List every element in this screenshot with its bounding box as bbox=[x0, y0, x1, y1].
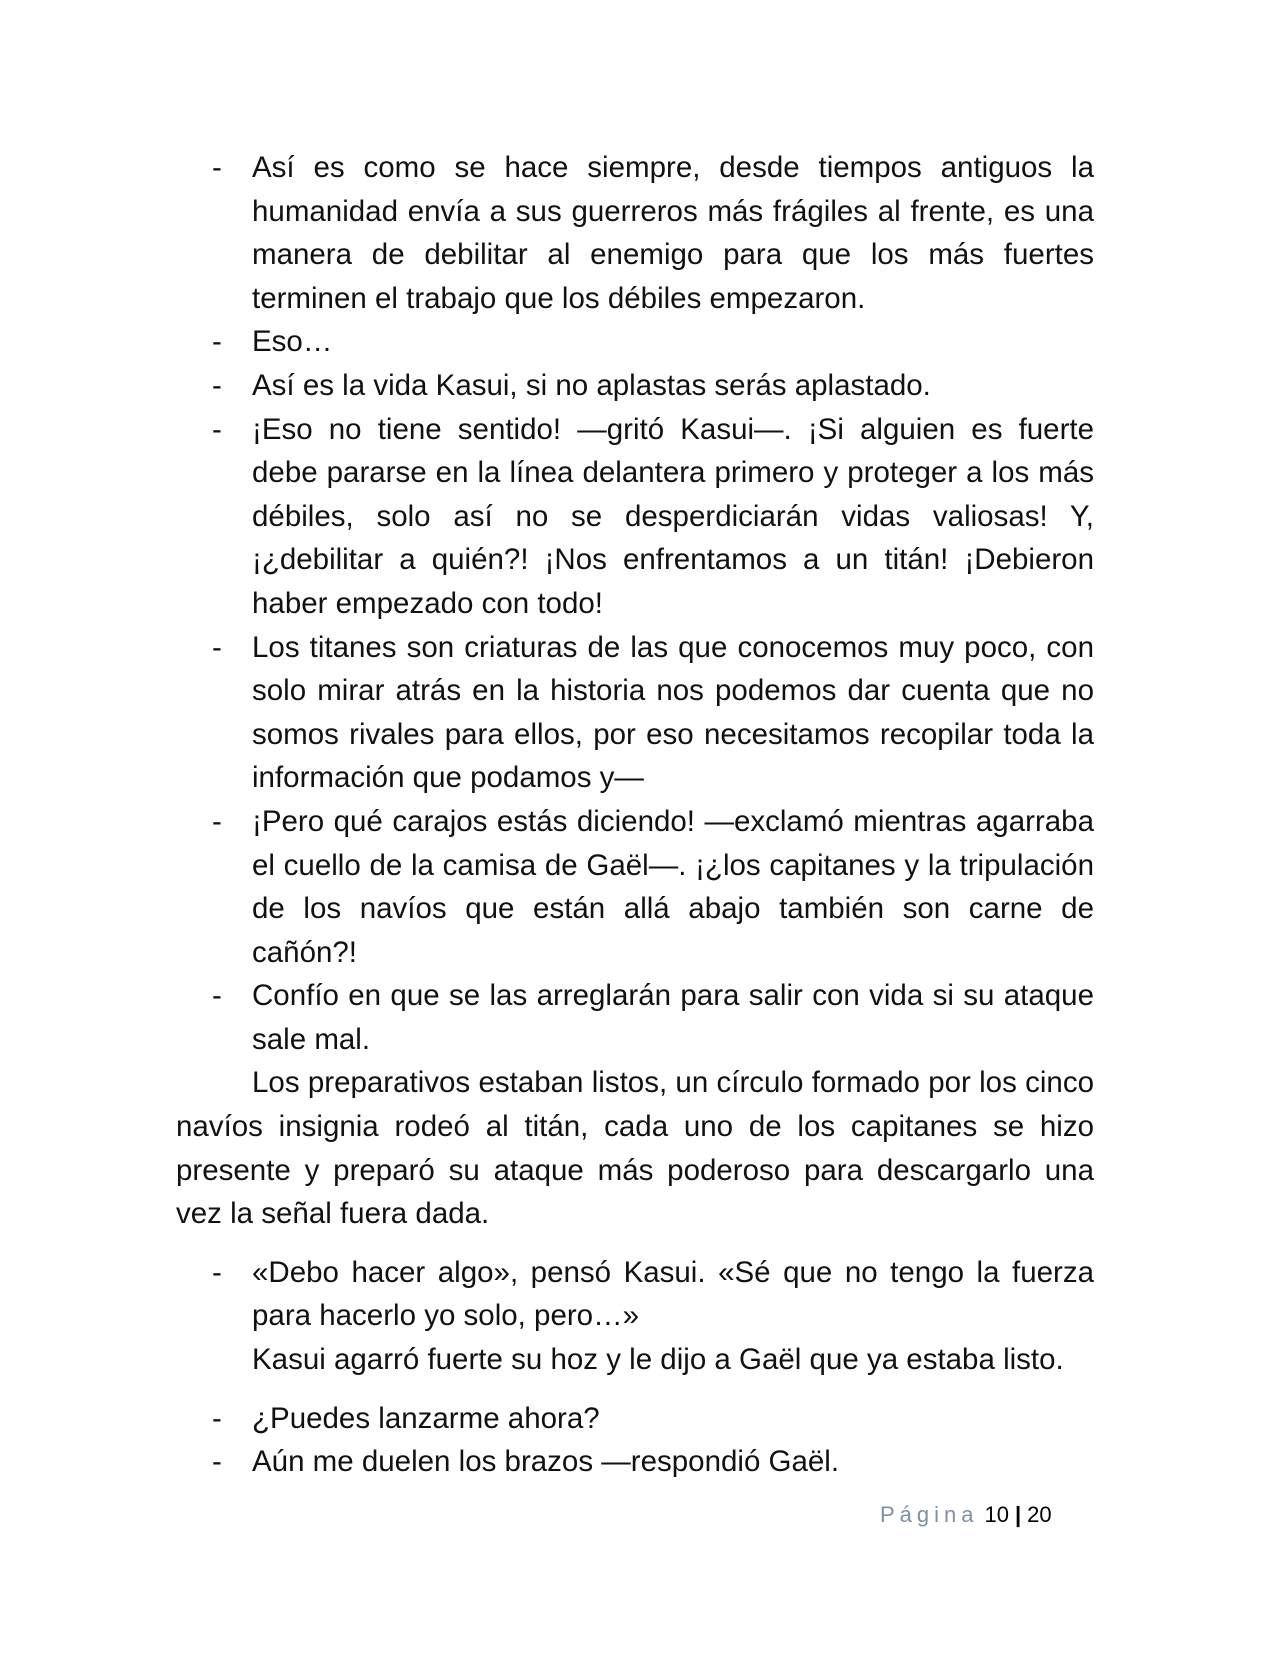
footer-page-label: Página bbox=[880, 1502, 979, 1527]
dialogue-thought: «Debo hacer algo», pensó Kasui. «Sé que no tengo la fuerza para hacerlo yo solo, pero…» bbox=[252, 1255, 1094, 1333]
footer-total-pages: 20 bbox=[1027, 1502, 1052, 1527]
page-body bbox=[176, 146, 1094, 1484]
dialogue-line: - Así es como se hace siempre, desde tiempos antiguos la humanidad envía a sus guerreros más frágiles al frente, es una manera de debilitar al enemigo para que los más fuertes terminen el trabajo que los débiles empezaron. bbox=[176, 146, 1094, 320]
dialogue-list-3 bbox=[176, 1397, 1094, 1484]
dialogue-line: - ¿Puedes lanzarme ahora? bbox=[176, 1397, 1094, 1441]
narrative-paragraph: Los preparativos estaban listos, un círculo formado por los cinco navíos insignia rodeó al titán, cada uno de los capitanes se hizo presente y preparó su ataque más poderoso para descargarlo una vez la señal fuera dada. bbox=[176, 1066, 1094, 1231]
dialogue-line: - Confío en que se las arreglarán para salir con vida si su ataque sale mal. bbox=[176, 974, 1094, 1061]
dialogue-line: - Aún me duelen los brazos —respondió Gaël. bbox=[176, 1440, 1094, 1484]
dialogue-line bbox=[176, 1251, 1094, 1382]
footer-separator: | bbox=[1015, 1502, 1022, 1527]
dialogue-line: - ¡Eso no tiene sentido! —gritó Kasui—. ¡Si alguien es fuerte debe pararse en la línea delantera primero y proteger a los más débiles, solo así no se desperdiciarán vidas valiosas! Y, ¡¿debilitar a quién?! ¡Nos enfrentamos a un titán! ¡Debieron haber empezado con todo! bbox=[176, 408, 1094, 626]
narrative-followup: Kasui agarró fuerte su hoz y le dijo a Gaël que ya estaba listo. bbox=[252, 1343, 1064, 1377]
dialogue-line: - Así es la vida Kasui, si no aplastas serás aplastado. bbox=[176, 364, 1094, 408]
dialogue-line: - Eso… bbox=[176, 320, 1094, 364]
dialogue-line: - ¡Pero qué carajos estás diciendo! —exclamó mientras agarraba el cuello de la camisa de Gaël—. ¡¿los capitanes y la tripulación de los navíos que están allá abajo también son carne de cañón?! bbox=[176, 800, 1094, 974]
footer-page-number: 10 bbox=[984, 1502, 1009, 1527]
page-footer bbox=[880, 1500, 1052, 1530]
dialogue-list-2 bbox=[176, 1251, 1094, 1382]
dialogue-line: - Los titanes son criaturas de las que conocemos muy poco, con solo mirar atrás en la historia nos podemos dar cuenta que no somos rivales para ellos, por eso necesitamos recopilar toda la información que podamos y— bbox=[176, 626, 1094, 800]
dialogue-list-1 bbox=[176, 146, 1094, 1061]
